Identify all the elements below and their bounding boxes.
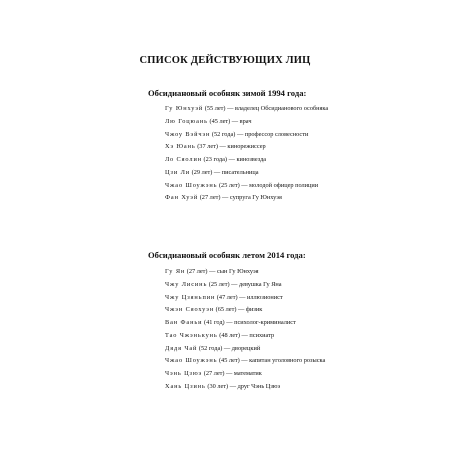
character-details: (55 лет) — владелец Обсидианового особняка bbox=[203, 105, 329, 112]
character-details: (52 года) — профессор словесности bbox=[210, 130, 309, 138]
character-entry bbox=[165, 331, 340, 341]
character-details: (27 лет) — сын Гу Юнхуэя bbox=[185, 268, 259, 275]
character-details: (47 лет) — иллюзионист bbox=[215, 293, 283, 301]
page-title: СПИСОК ДЕЙСТВУЮЩИХ ЛИЦ bbox=[139, 55, 311, 66]
character-entry bbox=[165, 130, 340, 140]
character-name: Ван Фаньи bbox=[165, 319, 203, 327]
character-list-2014 bbox=[165, 267, 340, 395]
character-entry bbox=[165, 318, 340, 328]
character-entry bbox=[165, 104, 340, 114]
character-name: Цзи Ли bbox=[165, 168, 191, 176]
character-entry bbox=[165, 344, 340, 354]
character-details: (65 лет) — физик bbox=[214, 306, 263, 314]
character-entry bbox=[165, 168, 340, 178]
character-details: (41 год) — психолог-криминалист bbox=[202, 319, 296, 327]
character-entry bbox=[165, 382, 340, 392]
character-entry bbox=[165, 181, 340, 191]
character-details: (37 лет) — кинорежиссер bbox=[195, 143, 266, 151]
character-details: (27 лет) — супруга Гу Юнхуэя bbox=[198, 194, 282, 202]
section-heading-2014: Обсидиановый особняк летом 2014 года: bbox=[148, 250, 306, 260]
character-name: Хэ Юань bbox=[165, 143, 196, 151]
character-name: Ло Сяолин bbox=[165, 156, 202, 164]
character-entry bbox=[165, 193, 340, 203]
character-details: (25 лет) — девушка Гу Яна bbox=[207, 280, 282, 288]
character-details: (27 лет) — математик bbox=[202, 370, 262, 378]
character-list-1994 bbox=[165, 104, 340, 206]
character-details: (52 года) — дворецкий bbox=[197, 344, 261, 352]
character-entry bbox=[165, 280, 340, 290]
character-entry bbox=[165, 369, 340, 379]
character-name: Чжу Цзяньпин bbox=[165, 293, 216, 301]
character-entry bbox=[165, 356, 340, 366]
character-entry bbox=[165, 117, 340, 127]
character-entry bbox=[165, 155, 340, 165]
character-details: (45 лет) — капитан уголовного розыска bbox=[217, 357, 326, 365]
character-name: Лю Гоцюань bbox=[165, 117, 208, 125]
character-name: Тао Чжэнькунь bbox=[165, 331, 218, 339]
character-name: Дядя Чай bbox=[165, 344, 198, 352]
character-name: Чжэн Сяохуэн bbox=[165, 306, 215, 314]
character-name: Чжу Лисинь bbox=[165, 280, 208, 288]
character-details: (45 лет) — врач bbox=[207, 117, 252, 125]
character-name: Чжао Шоужэнь bbox=[165, 181, 218, 189]
character-details: (30 лет) — друг Чэнь Цзюэ bbox=[205, 383, 281, 391]
character-name: Чжао Шоужэнь bbox=[165, 357, 218, 365]
character-name: Гу Ян bbox=[165, 268, 186, 275]
character-name: Чэнь Цзюэ bbox=[165, 370, 203, 378]
character-name: Хань Цзинь bbox=[165, 383, 206, 391]
character-details: (23 года) — кинозвезда bbox=[201, 156, 267, 164]
character-details: (48 лет) — психиатр bbox=[217, 331, 275, 339]
character-name: Гу Юнхуэй bbox=[165, 105, 204, 112]
character-name: Чжоу Вэйчэн bbox=[165, 130, 211, 138]
character-name: Фан Хуэй bbox=[165, 194, 199, 202]
character-entry bbox=[165, 293, 340, 303]
character-entry bbox=[165, 267, 340, 277]
section-heading-1994: Обсидиановый особняк зимой 1994 года: bbox=[148, 88, 307, 98]
character-entry bbox=[165, 305, 340, 315]
character-details: (25 лет) — молодой офицер полиции bbox=[217, 181, 319, 189]
character-entry bbox=[165, 142, 340, 152]
character-details: (29 лет) — писательница bbox=[190, 168, 259, 176]
